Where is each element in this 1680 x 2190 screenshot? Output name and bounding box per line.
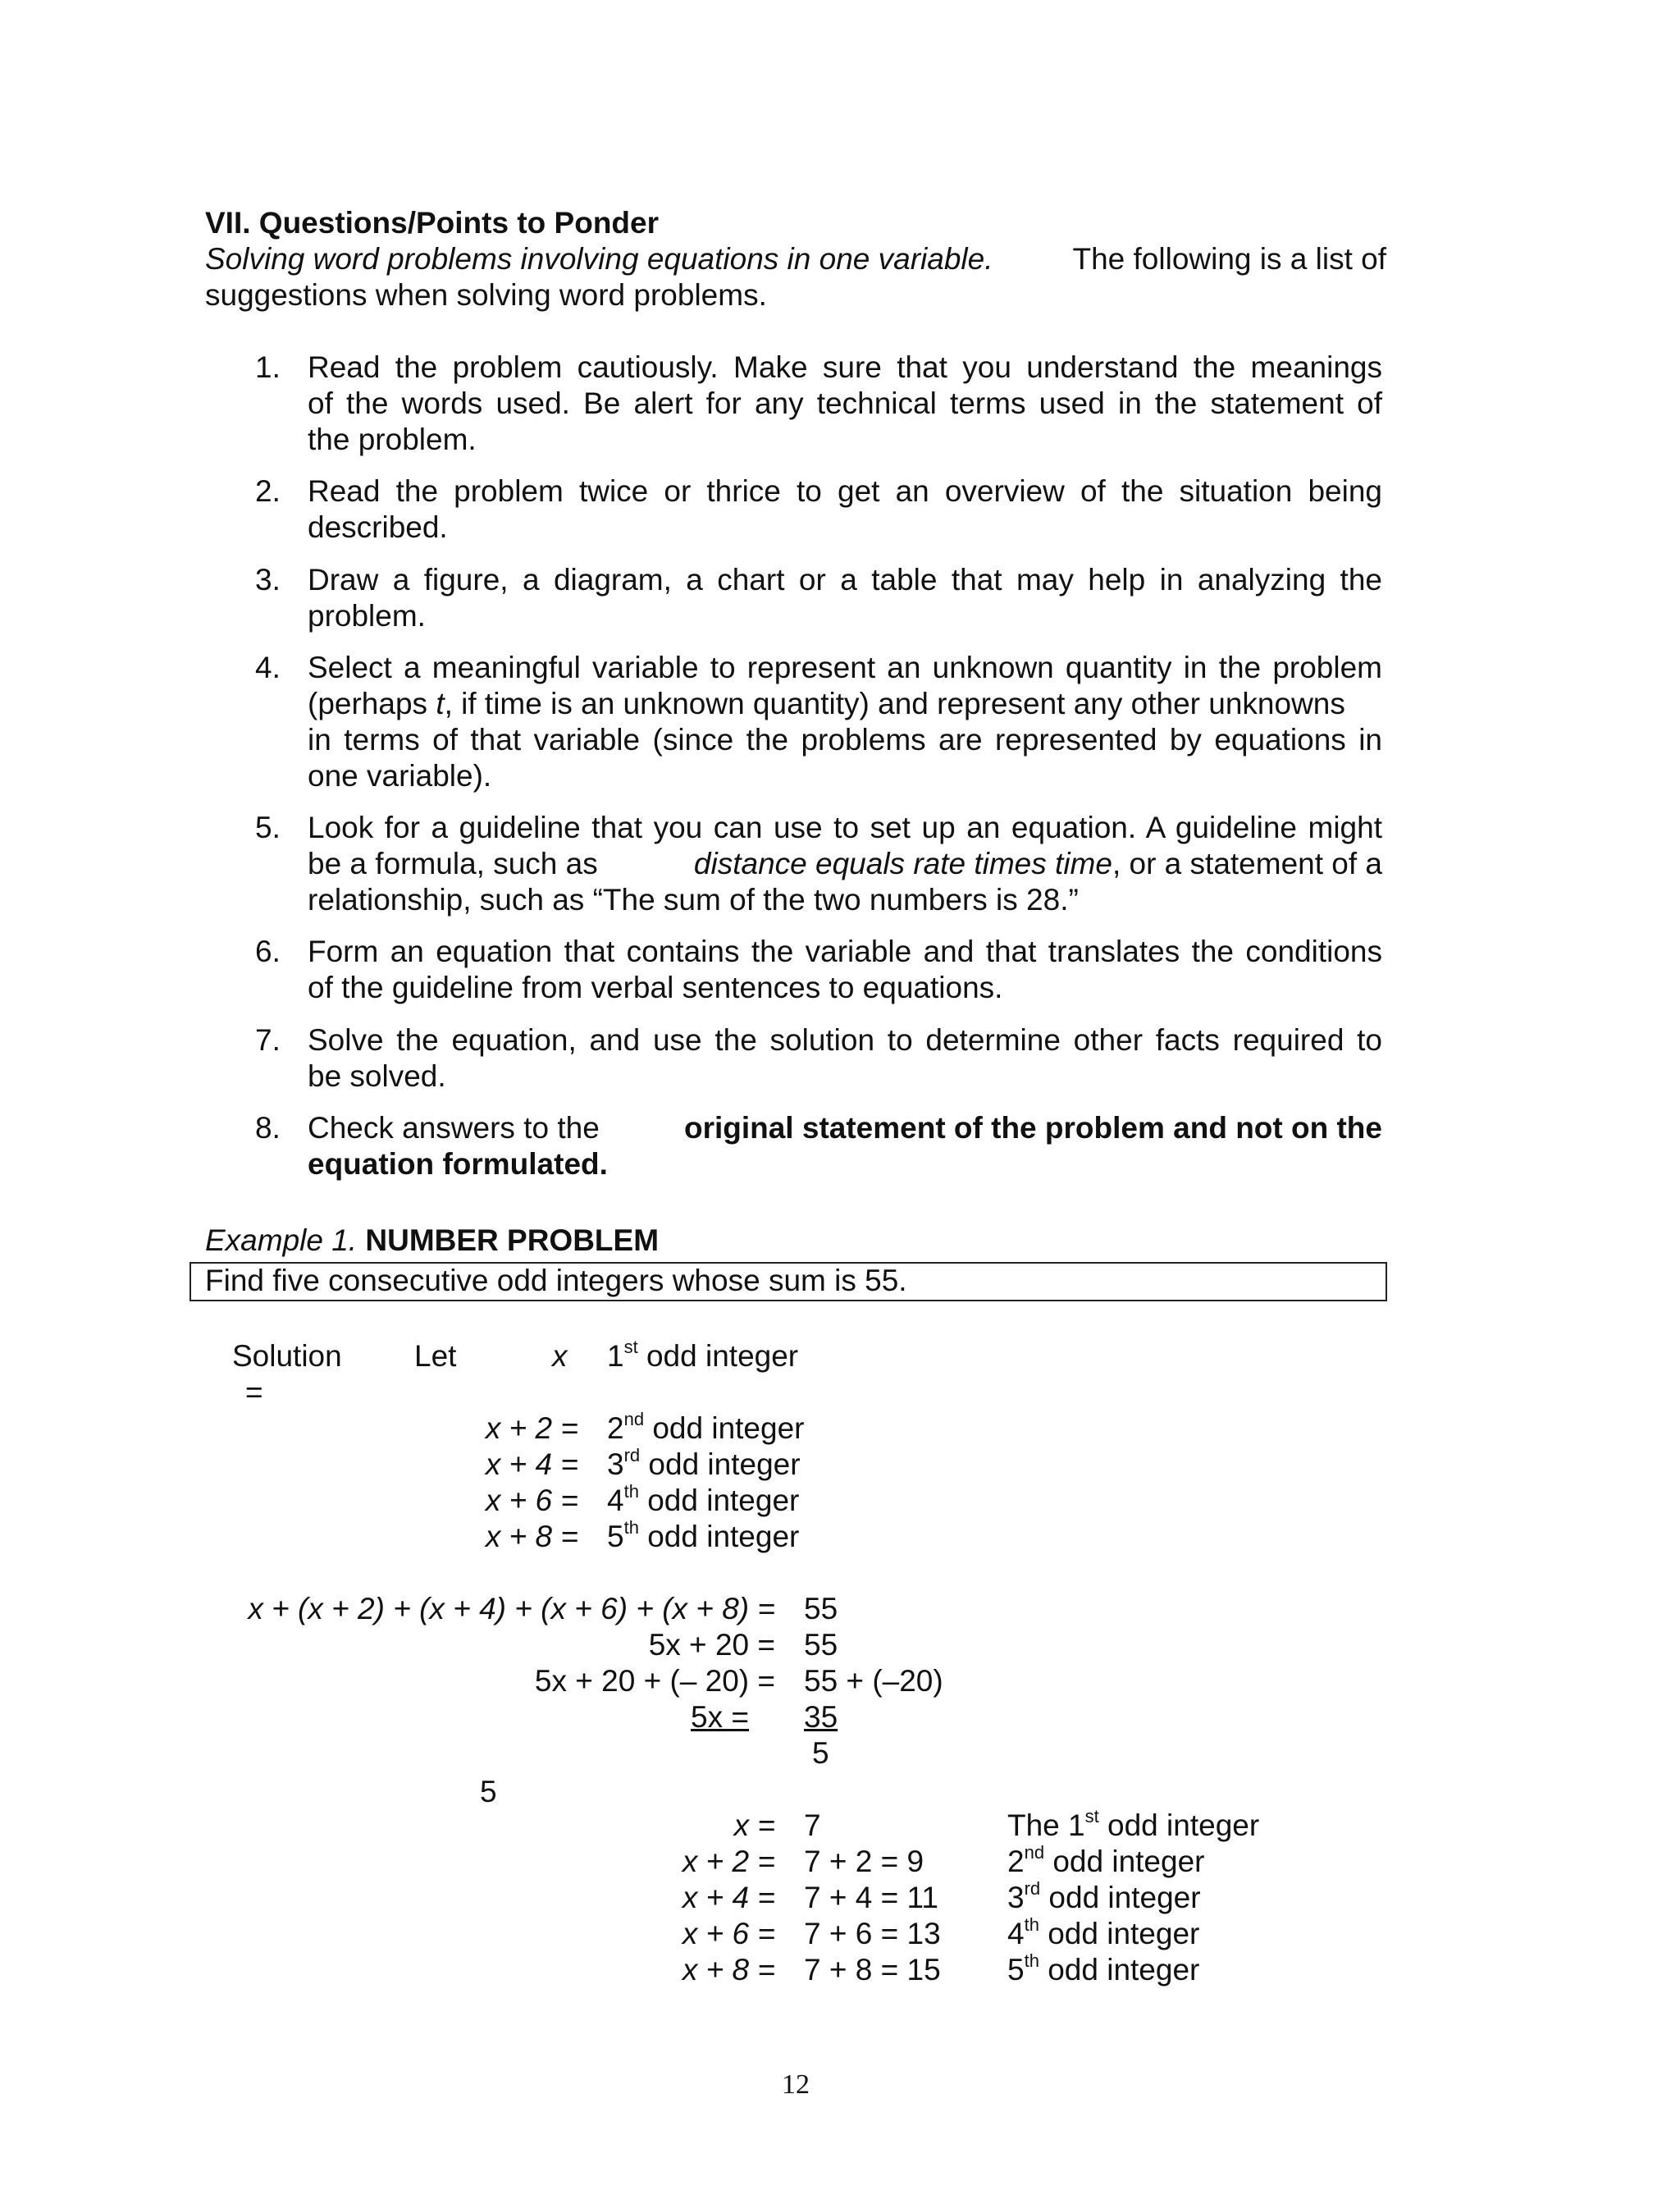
odd-integer-text: odd integer: [647, 1484, 800, 1517]
odd-integer-text: odd integer: [646, 1339, 799, 1373]
intro-rest-1: The following is a list of: [1072, 242, 1386, 276]
work-left: 5x + 20 =: [648, 1628, 775, 1662]
stray-five: 5: [480, 1775, 497, 1808]
odd-integer-text: odd integer: [647, 1520, 800, 1553]
step-line: described.: [308, 510, 448, 544]
odd-integer-text: odd integer: [1048, 1917, 1200, 1950]
ordinal-suffix: rd: [623, 1445, 641, 1465]
step-text: (perhaps: [308, 687, 428, 720]
step-text: Check answers to the: [308, 1111, 600, 1145]
let-label: [607, 1519, 799, 1555]
result-right: 7: [804, 1808, 821, 1842]
work-right-underlined: 35: [804, 1700, 838, 1734]
let-label: [607, 1483, 799, 1519]
odd-integer-text: odd integer: [1048, 1953, 1200, 1987]
result-left: x + 8 =: [682, 1953, 775, 1987]
step-line: Select a meaningful variable to represent an unknown quantity in the problem: [308, 651, 1382, 684]
ordinal-number: 1: [607, 1339, 624, 1373]
work-denominator: 5: [812, 1736, 829, 1770]
result-right: 7 + 6 = 13: [804, 1917, 941, 1950]
ordinal-number: 2: [607, 1411, 624, 1445]
ordinal-text: 3: [1007, 1881, 1025, 1914]
let-expr: x + 2 =: [485, 1411, 578, 1445]
result-label: [1007, 1844, 1205, 1880]
step-italic-var: t: [436, 687, 445, 720]
odd-integer-text: odd integer: [648, 1447, 801, 1481]
ordinal-text: The 1: [1007, 1808, 1085, 1842]
step-line: Look for a guideline that you can use to set up an equation. A guideline might: [308, 811, 1382, 844]
variable-x: x: [552, 1339, 568, 1373]
step-line: problem.: [308, 599, 426, 633]
step-line: relationship, such as “The sum of the two numbers is 28.”: [308, 883, 1079, 917]
result-label: [1007, 1880, 1201, 1916]
step-line: the problem.: [308, 423, 477, 456]
ordinal-suffix: th: [1024, 1950, 1039, 1971]
result-label: [1007, 1808, 1259, 1844]
result-label: [1007, 1952, 1199, 1988]
step-line: one variable).: [308, 759, 492, 793]
step-number: 3.: [255, 563, 281, 597]
work-right: 55 + (–20): [804, 1664, 943, 1698]
ordinal-suffix: th: [623, 1481, 639, 1502]
step-line-mixed: [308, 686, 1382, 722]
example-title: NUMBER PROBLEM: [365, 1223, 660, 1257]
step-line: of the guideline from verbal sentences to equations.: [308, 971, 1003, 1004]
work-left-underlined: 5x =: [691, 1700, 749, 1734]
step-line: equation formulated.: [308, 1147, 608, 1181]
step-line-mixed: [308, 1110, 1382, 1146]
let-expr: x + 8 =: [485, 1520, 578, 1553]
step-line: be solved.: [308, 1059, 446, 1093]
ordinal-number: 5: [607, 1520, 624, 1553]
step-text: , if time is an unknown quantity) and represent any other unknowns: [444, 687, 1345, 720]
odd-integer-text: odd integer: [1052, 1845, 1205, 1878]
result-left: x =: [733, 1808, 775, 1842]
step-line: of the words used. Be alert for any technical terms used in the statement of: [308, 386, 1382, 420]
step-line: Solve the equation, and use the solution to determine other facts required to: [308, 1023, 1382, 1057]
result-left: x + 6 =: [682, 1917, 775, 1950]
step-number: 6.: [255, 935, 281, 968]
ordinal-suffix: rd: [1024, 1878, 1041, 1899]
ordinal-suffix: st: [623, 1337, 638, 1357]
step-number: 2.: [255, 474, 281, 508]
work-right: 55: [804, 1628, 838, 1662]
step-text: be a formula, such as: [308, 847, 598, 880]
stray-equals: =: [245, 1375, 263, 1409]
let-expr: x + 6 =: [485, 1484, 578, 1517]
step-number: 4.: [255, 651, 281, 684]
intro-line-1: [205, 241, 1386, 277]
step-number: 7.: [255, 1023, 281, 1057]
step-line: Read the problem twice or thrice to get an overview of the situation being: [308, 474, 1382, 508]
work-right: 55: [804, 1592, 838, 1625]
result-right: 7 + 8 = 15: [804, 1953, 941, 1987]
odd-integer-text: odd integer: [652, 1411, 805, 1445]
let-label: Let: [414, 1339, 457, 1373]
result-left: x + 4 =: [682, 1881, 775, 1914]
ordinal-number: 4: [607, 1484, 624, 1517]
step-number: 5.: [255, 811, 281, 844]
let-label: [607, 1410, 805, 1447]
step-number: 8.: [255, 1111, 281, 1145]
result-left: x + 2 =: [682, 1845, 775, 1878]
step-text: , or a statement of a: [1112, 847, 1382, 880]
let-label: [607, 1447, 801, 1483]
first-odd-label: [607, 1338, 798, 1374]
step-line-mixed: [308, 846, 1382, 882]
odd-integer-text: odd integer: [1048, 1881, 1201, 1914]
ordinal-suffix: nd: [1024, 1842, 1045, 1863]
work-left: x + (x + 2) + (x + 4) + (x + 6) + (x + 8) =: [248, 1592, 775, 1625]
result-right: 7 + 4 = 11: [804, 1881, 938, 1914]
page-number: 12: [782, 2069, 810, 2100]
step-italic-phrase: distance equals rate times time: [693, 847, 1112, 880]
step-number: 1.: [255, 350, 281, 384]
problem-statement: Find five consecutive odd integers whose sum is 55.: [205, 1264, 907, 1297]
example-heading: [205, 1223, 659, 1259]
step-line: Read the problem cautiously. Make sure that you understand the meanings: [308, 350, 1382, 384]
ordinal-suffix: st: [1084, 1806, 1099, 1827]
ordinal-text: 4: [1007, 1917, 1025, 1950]
result-label: [1007, 1916, 1199, 1952]
step-bold: original statement of the problem and not on the: [683, 1111, 1382, 1145]
ordinal-text: 5: [1007, 1953, 1025, 1987]
let-expr: x + 4 =: [485, 1447, 578, 1481]
intro-line-2: suggestions when solving word problems.: [205, 278, 767, 312]
result-right: 7 + 2 = 9: [804, 1845, 924, 1878]
work-left: 5x + 20 + (– 20) =: [534, 1664, 775, 1698]
step-line: Draw a figure, a diagram, a chart or a table that may help in analyzing the: [308, 563, 1382, 597]
step-line: in terms of that variable (since the problems are represented by equations in: [308, 723, 1382, 757]
example-label: Example 1.: [205, 1223, 358, 1257]
intro-italic: Solving word problems involving equations in one variable.: [205, 242, 993, 276]
ordinal-suffix: nd: [623, 1409, 645, 1429]
solution-label: Solution: [232, 1339, 342, 1373]
step-line: Form an equation that contains the variable and that translates the conditions: [308, 935, 1382, 968]
ordinal-number: 3: [607, 1447, 624, 1481]
ordinal-text: 2: [1007, 1845, 1025, 1878]
odd-integer-text: odd integer: [1107, 1808, 1260, 1842]
ordinal-suffix: th: [623, 1517, 639, 1538]
ordinal-suffix: th: [1024, 1914, 1039, 1935]
section-title: VII. Questions/Points to Ponder: [205, 206, 659, 240]
